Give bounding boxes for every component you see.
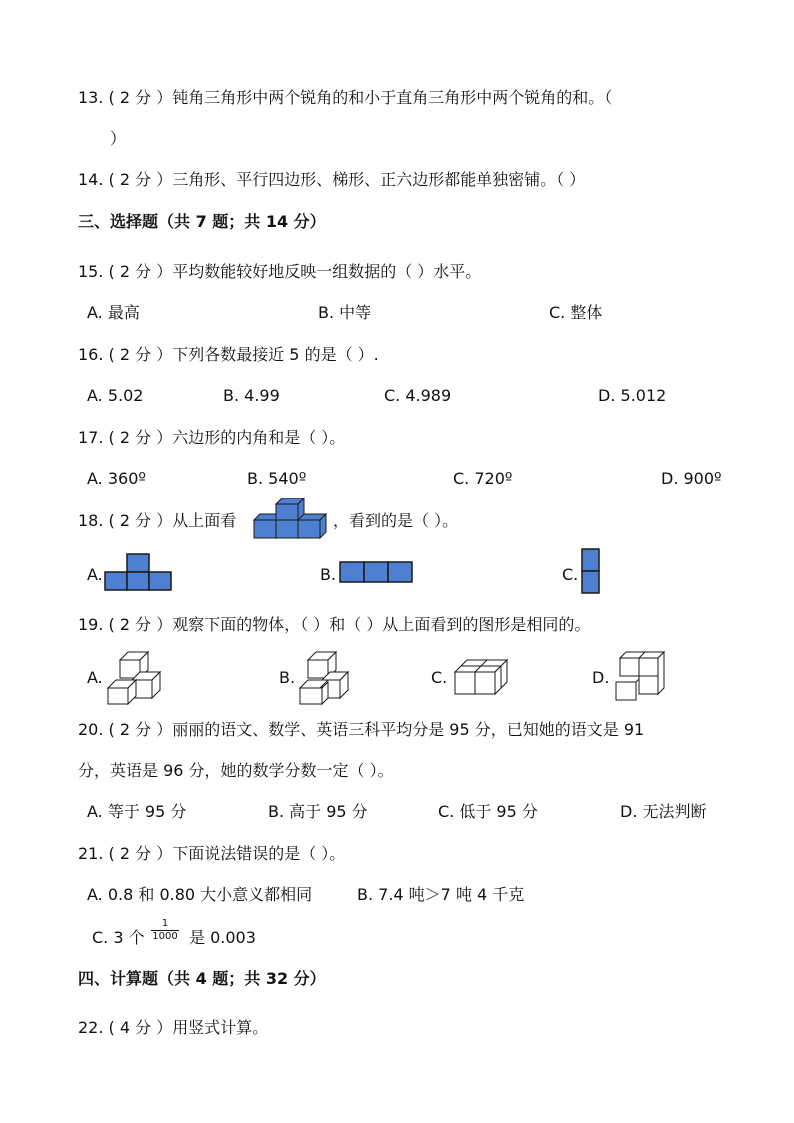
q18-cube-figure [252,498,330,540]
q17-option-d[interactable]: D. 900º [661,469,722,488]
q20-option-b[interactable]: B. 高于 95 分 [268,802,368,821]
question-18-after: ，看到的是（ ）。 [333,511,459,530]
q17-option-a[interactable]: A. 360º [87,469,146,488]
q19-option-d[interactable]: D. [592,668,610,687]
question-15: 15. ( 2 分 ）平均数能较好地反映一组数据的（ ）水平。 [78,262,482,281]
q16-option-b[interactable]: B. 4.99 [223,386,280,405]
q19-option-c[interactable]: C. [431,668,448,687]
question-13-cont: ） [110,129,127,148]
q18-option-b[interactable]: B. [320,565,337,584]
q17-option-b[interactable]: B. 540º [247,469,307,488]
q21-option-b[interactable]: B. 7.4 吨＞7 吨 4 千克 [357,885,525,904]
q19-option-b-figure [296,650,352,706]
q15-option-a[interactable]: A. 最高 [87,303,140,322]
q20-option-c[interactable]: C. 低于 95 分 [438,802,538,821]
q21-fraction [151,918,179,943]
q20-option-d[interactable]: D. 无法判断 [620,802,707,821]
fraction-denominator: 1000 [152,931,178,942]
question-14: 14. ( 2 分 ）三角形、平行四边形、梯形、正六边形都能单独密铺。（ ） [78,170,586,189]
q19-option-c-figure [451,654,511,696]
q16-option-a[interactable]: A. 5.02 [87,386,144,405]
section-3-title: 三、选择题（共 7 题；共 14 分） [78,212,326,231]
q16-option-c[interactable]: C. 4.989 [384,386,452,405]
q18-option-a[interactable]: A. [87,565,103,584]
q15-option-b[interactable]: B. 中等 [318,303,372,322]
q21-option-a[interactable]: A. 0.8 和 0.80 大小意义都相同 [87,885,313,904]
q19-option-b[interactable]: B. [279,668,296,687]
q19-option-d-figure [612,648,668,704]
q16-option-d[interactable]: D. 5.012 [598,386,667,405]
question-20-cont: 分，英语是 96 分，她的数学分数一定（ ）。 [78,761,394,780]
question-19: 19. ( 2 分 ）观察下面的物体，（ ）和（ ）从上面看到的图形是相同的。 [78,615,591,634]
q15-option-c[interactable]: C. 整体 [549,303,603,322]
q19-option-a-figure [104,650,164,706]
question-13: 13. ( 2 分 ）钝角三角形中两个锐角的和小于直角三角形中两个锐角的和。（ [78,88,613,107]
question-20: 20. ( 2 分 ）丽丽的语文、数学、英语三科平均分是 95 分，已知她的语文是 91 [78,720,645,739]
q21-option-c[interactable]: C. 3 个 [92,928,145,947]
question-18-before: 18. ( 2 分 ）从上面看 [78,511,237,530]
section-4-title: 四、计算题（共 4 题；共 32 分） [78,969,326,988]
q18-option-c[interactable]: C. [562,565,579,584]
q20-option-a[interactable]: A. 等于 95 分 [87,802,187,821]
question-16: 16. ( 2 分 ）下列各数最接近 5 的是（ ）. [78,345,379,364]
fraction-numerator: 1 [161,918,169,929]
q18-option-b-figure [339,560,415,584]
question-21: 21. ( 2 分 ）下面说法错误的是（ ）。 [78,844,346,863]
q21-option-c-after: 是 0.003 [189,928,256,947]
q18-option-a-figure [104,552,174,592]
question-22: 22. ( 4 分 ）用竖式计算。 [78,1018,269,1037]
q17-option-c[interactable]: C. 720º [453,469,513,488]
question-17: 17. ( 2 分 ）六边形的内角和是（ ）。 [78,428,346,447]
q18-option-c-figure [580,548,602,596]
q19-option-a[interactable]: A. [87,668,103,687]
